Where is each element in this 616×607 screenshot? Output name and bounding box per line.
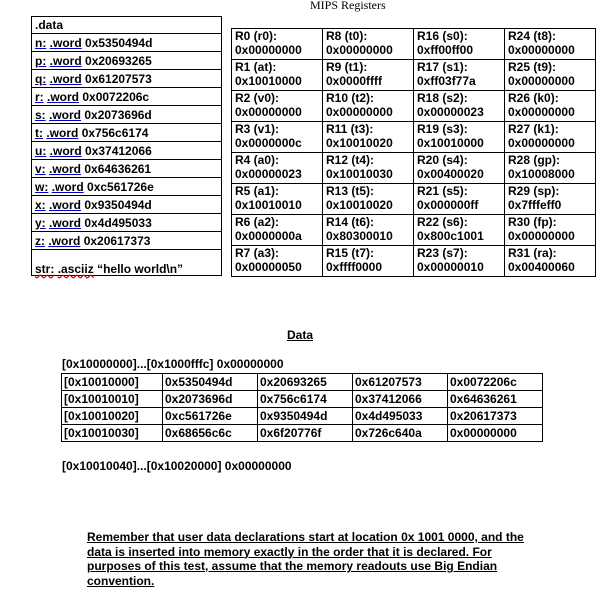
register-name: R22 (s6): <box>417 215 468 229</box>
register-name: R15 (t7): <box>326 246 375 260</box>
register-cell <box>414 91 505 122</box>
register-cell <box>505 184 596 215</box>
memory-word: 0x4d495033 <box>353 408 448 425</box>
decl-value: 0x2073696d <box>84 108 152 122</box>
decl-value: 0x0072206c <box>82 90 150 104</box>
decl-label: str: <box>35 262 55 276</box>
register-value: 0x00000023 <box>235 167 302 181</box>
register-value: 0x00400060 <box>508 260 575 274</box>
registers-table <box>231 28 596 277</box>
register-cell <box>232 246 323 277</box>
memory-word: 0x5350494d <box>163 374 258 391</box>
register-name: R29 (sp): <box>508 184 560 198</box>
register-name: R9 (t1): <box>326 60 368 74</box>
instruction-note: Remember that user data declarations start at location 0x 1001 0000, and the data is inserted into memory exactly in the order that it is declared. For purposes of this test, assume that the memory readouts use Big Endian convention. <box>87 530 524 588</box>
register-value: 0x00000050 <box>235 260 302 274</box>
decl-label: s: <box>35 108 46 122</box>
decl-directive: .word <box>46 126 79 140</box>
memory-address: [0x10010020] <box>62 408 163 425</box>
register-cell <box>414 60 505 91</box>
decl-directive: .word <box>47 90 80 104</box>
declaration-row <box>32 232 221 250</box>
decl-directive: .word <box>49 36 82 50</box>
register-name: R21 (s5): <box>417 184 468 198</box>
decl-label: z: <box>35 234 45 248</box>
memory-word: 0x61207573 <box>353 374 448 391</box>
register-cell <box>323 91 414 122</box>
memory-word: 0x20617373 <box>448 408 543 425</box>
decl-directive: .word <box>49 162 82 176</box>
decl-value: 0x61207573 <box>85 72 152 86</box>
register-name: R25 (t9): <box>508 60 557 74</box>
memory-address: [0x10010030] <box>62 425 163 442</box>
register-value: 0xff00ff00 <box>417 43 474 57</box>
decl-value: 0xc561726e <box>87 180 154 194</box>
register-cell <box>232 122 323 153</box>
register-name: R8 (t0): <box>326 29 368 43</box>
register-cell <box>232 60 323 91</box>
register-row <box>232 153 596 184</box>
register-row <box>232 215 596 246</box>
register-name: R28 (gp): <box>508 153 560 167</box>
register-name: R12 (t4): <box>326 153 375 167</box>
decl-label: r: <box>35 90 44 104</box>
register-value: 0x00000000 <box>326 105 393 119</box>
declaration-row <box>32 106 221 124</box>
decl-label: w: <box>35 180 49 194</box>
register-cell <box>323 153 414 184</box>
register-row <box>232 122 596 153</box>
memory-address: [0x10010000] <box>62 374 163 391</box>
register-cell <box>232 91 323 122</box>
declaration-row <box>32 52 221 70</box>
decl-label: v: <box>35 162 46 176</box>
register-name: R17 (s1): <box>417 60 468 74</box>
register-name: R30 (fp): <box>508 215 557 229</box>
register-name: R24 (t8): <box>508 29 557 43</box>
decl-label: u: <box>35 144 47 158</box>
register-cell <box>323 60 414 91</box>
decl-value: 0x9350494d <box>84 198 152 212</box>
memory-table <box>61 373 543 442</box>
register-cell <box>323 122 414 153</box>
register-value: 0x10010010 <box>235 198 302 212</box>
decl-directive: .word <box>49 72 82 86</box>
memory-word: 0x37412066 <box>353 391 448 408</box>
decl-value: 0x4d495033 <box>84 216 152 230</box>
memory-word: 0x0072206c <box>448 374 543 391</box>
memory-row <box>62 374 543 391</box>
decl-directive: .word <box>51 180 84 194</box>
decl-value: 0x756c6174 <box>81 126 149 140</box>
memory-range-after: [0x10010040]...[0x10020000] 0x00000000 <box>62 459 292 473</box>
register-value: 0x00000010 <box>417 260 484 274</box>
declaration-row <box>32 160 221 178</box>
decl-label: p: <box>35 54 47 68</box>
memory-word: 0x68656c6c <box>163 425 258 442</box>
decl-directive: .word <box>49 216 82 230</box>
register-value: 0x0000ffff <box>326 74 383 88</box>
register-value: 0x00000023 <box>417 105 484 119</box>
decl-value: 0x20693265 <box>85 54 152 68</box>
declaration-row <box>32 214 221 232</box>
register-name: R16 (s0): <box>417 29 468 43</box>
memory-row <box>62 391 543 408</box>
register-row <box>232 184 596 215</box>
memory-word: 0x9350494d <box>258 408 353 425</box>
register-name: R13 (t5): <box>326 184 375 198</box>
register-name: R26 (k0): <box>508 91 559 105</box>
register-cell <box>505 215 596 246</box>
register-cell <box>414 246 505 277</box>
declaration-row <box>32 124 221 142</box>
declaration-row <box>32 70 221 88</box>
register-name: R19 (s3): <box>417 122 468 136</box>
register-row <box>232 60 596 91</box>
memory-address: [0x10010010] <box>62 391 163 408</box>
register-cell <box>232 184 323 215</box>
data-declarations-box <box>31 16 222 276</box>
decl-value: 0x5350494d <box>85 36 153 50</box>
register-cell <box>323 184 414 215</box>
register-cell <box>505 91 596 122</box>
register-cell <box>414 215 505 246</box>
register-cell <box>414 122 505 153</box>
decl-directive: .asciiz <box>57 262 94 276</box>
register-cell <box>505 29 596 60</box>
decl-directive: .word <box>49 144 82 158</box>
register-value: 0x10010000 <box>235 74 302 88</box>
register-cell <box>414 153 505 184</box>
register-name: R5 (a1): <box>235 184 280 198</box>
register-value: 0x00000000 <box>508 43 575 57</box>
register-value: 0x10008000 <box>508 167 575 181</box>
string-declaration <box>32 250 221 288</box>
memory-word: 0x00000000 <box>448 425 543 442</box>
register-value: 0x00000000 <box>326 43 393 57</box>
decl-value: 0x20617373 <box>83 234 151 248</box>
register-value: 0x80300010 <box>326 229 393 243</box>
register-name: R18 (s2): <box>417 91 468 105</box>
memory-word: 0x726c640a <box>353 425 448 442</box>
register-name: R2 (v0): <box>235 91 280 105</box>
register-name: R27 (k1): <box>508 122 559 136</box>
register-name: R10 (t2): <box>326 91 375 105</box>
register-value: 0x00000000 <box>235 43 302 57</box>
memory-word: 0x6f20776f <box>258 425 353 442</box>
register-value: 0xffff0000 <box>326 260 383 274</box>
register-row <box>232 91 596 122</box>
register-name: R4 (a0): <box>235 153 280 167</box>
data-directive: .data <box>32 17 221 34</box>
decl-directive: .word <box>48 234 81 248</box>
register-name: R7 (a3): <box>235 246 280 260</box>
register-value: 0x10010030 <box>326 167 393 181</box>
memory-word: 0x20693265 <box>258 374 353 391</box>
register-value: 0x00000000 <box>508 105 575 119</box>
register-row <box>232 246 596 277</box>
register-cell <box>323 215 414 246</box>
decl-label: q: <box>35 72 47 86</box>
register-value: 0x0000000a <box>235 229 302 243</box>
register-cell <box>505 246 596 277</box>
register-cell <box>505 60 596 91</box>
register-name: R11 (t3): <box>326 122 374 136</box>
memory-row <box>62 408 543 425</box>
memory-word: 0xc561726e <box>163 408 258 425</box>
register-value: 0x7fffeff0 <box>508 198 562 212</box>
register-name: R23 (s7): <box>417 246 468 260</box>
register-row <box>232 29 596 60</box>
register-name: R20 (s4): <box>417 153 468 167</box>
memory-range-before: [0x10000000]...[0x1000fffc] 0x00000000 <box>62 357 284 371</box>
memory-word: 0x64636261 <box>448 391 543 408</box>
register-name: R3 (v1): <box>235 122 280 136</box>
register-value: 0x00400020 <box>417 167 484 181</box>
register-name: R14 (t6): <box>326 215 375 229</box>
declaration-row <box>32 34 221 52</box>
decl-directive: .word <box>49 54 82 68</box>
register-name: R0 (r0): <box>235 29 278 43</box>
memory-row <box>62 425 543 442</box>
register-value: 0x0000000c <box>235 136 302 150</box>
register-cell <box>323 29 414 60</box>
decl-value: 0x37412066 <box>85 144 152 158</box>
register-value: 0x10010000 <box>417 136 484 150</box>
register-value: 0x00000000 <box>508 229 575 243</box>
register-cell <box>232 29 323 60</box>
register-name: R31 (ra): <box>508 246 557 260</box>
register-value: 0x00000000 <box>235 105 302 119</box>
register-value: 0x10010020 <box>326 198 393 212</box>
register-value: 0x000000ff <box>417 198 479 212</box>
register-value: 0x800c1001 <box>417 229 484 243</box>
data-heading: Data <box>287 328 314 342</box>
register-cell <box>323 246 414 277</box>
register-value: 0xff03f77a <box>417 74 476 88</box>
register-value: 0x10010020 <box>326 136 393 150</box>
register-value: 0x00000000 <box>508 74 575 88</box>
register-cell <box>232 215 323 246</box>
memory-word: 0x756c6174 <box>258 391 353 408</box>
decl-value: 0x64636261 <box>84 162 152 176</box>
register-cell <box>505 122 596 153</box>
decl-label: x: <box>35 198 46 212</box>
register-name: R1 (at): <box>235 60 277 74</box>
register-cell <box>232 153 323 184</box>
declaration-row <box>32 142 221 160</box>
register-value: 0x00000000 <box>508 136 575 150</box>
memory-word: 0x2073696d <box>163 391 258 408</box>
declaration-row <box>32 196 221 214</box>
register-cell <box>414 184 505 215</box>
decl-label: t: <box>35 126 43 140</box>
declaration-row <box>32 178 221 196</box>
decl-label: y: <box>35 216 46 230</box>
decl-directive: .word <box>49 108 82 122</box>
decl-value: “hello world\n” <box>97 262 184 276</box>
decl-label: n: <box>35 36 47 50</box>
decl-directive: .word <box>49 198 82 212</box>
register-cell <box>414 29 505 60</box>
register-cell <box>505 153 596 184</box>
page-title: MIPS Registers <box>310 0 386 12</box>
register-name: R6 (a2): <box>235 215 280 229</box>
declaration-row <box>32 88 221 106</box>
